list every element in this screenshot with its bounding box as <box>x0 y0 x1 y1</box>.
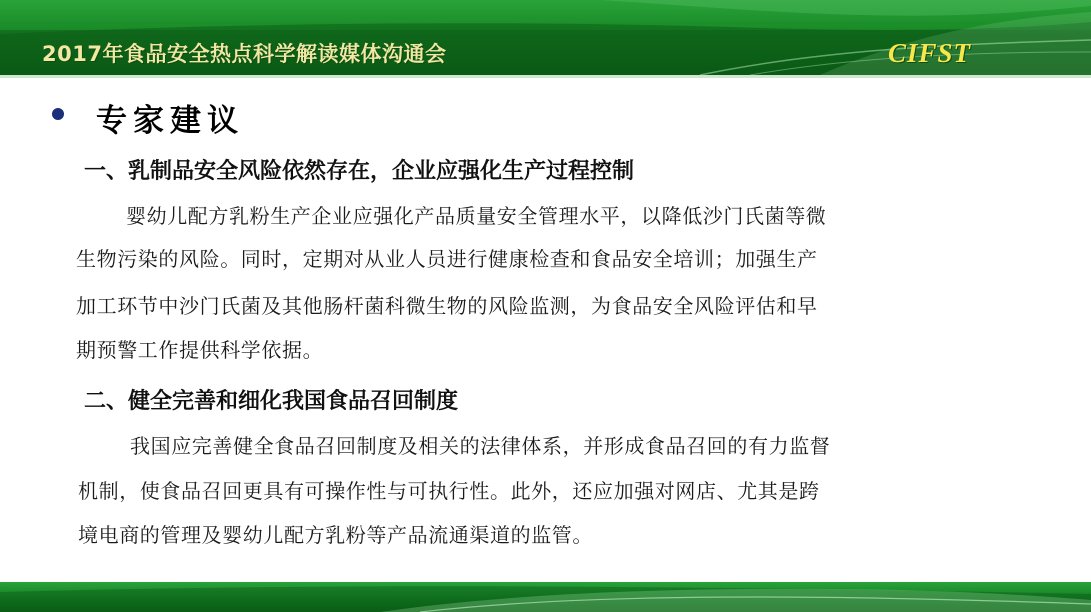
section-1-line-1: 婴幼儿配方乳粉生产企业应强化产品质量安全管理水平，以降低沙门氏菌等微 <box>126 204 827 228</box>
header-banner <box>0 0 1091 75</box>
page-heading: 专家建议 <box>96 103 244 139</box>
header-title: 2017年食品安全热点科学解读媒体沟通会 <box>42 42 447 66</box>
section-2-title: 二、健全完善和细化我国食品召回制度 <box>84 389 459 414</box>
section-1-line-2: 生物污染的风险。同时，定期对从业人员进行健康检查和食品安全培训；加强生产 <box>76 247 818 271</box>
footer-swoosh-graphic <box>0 582 1091 612</box>
header-divider <box>0 75 1091 78</box>
section-2-line-3: 境电商的管理及婴幼儿配方乳粉等产品流通渠道的监管。 <box>78 523 593 547</box>
bullet-icon <box>52 108 64 120</box>
section-1-line-4: 期预警工作提供科学依据。 <box>76 338 324 362</box>
cifst-logo: CIFST <box>888 38 972 68</box>
section-1-title: 一、乳制品安全风险依然存在，企业应强化生产过程控制 <box>84 159 635 184</box>
section-2-line-1: 我国应完善健全食品召回制度及相关的法律体系，并形成食品召回的有力监督 <box>130 434 831 458</box>
section-2-line-2: 机制，使食品召回更具有可操作性与可执行性。此外，还应加强对网店、尤其是跨 <box>78 479 820 503</box>
section-1-line-3: 加工环节中沙门氏菌及其他肠杆菌科微生物的风险监测，为食品安全风险评估和早 <box>76 294 818 318</box>
footer-banner <box>0 582 1091 612</box>
